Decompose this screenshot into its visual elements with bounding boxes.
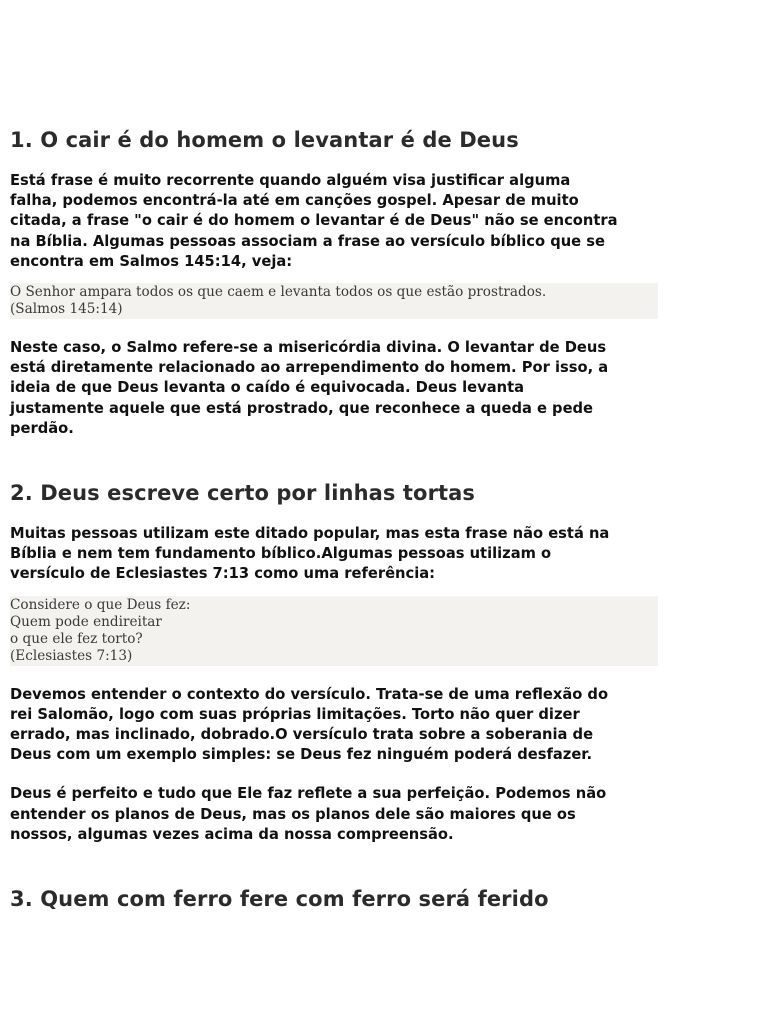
quote-line: o que ele fez torto?	[10, 630, 143, 647]
section-2-closing-paragraph	[10, 784, 658, 845]
text-line: errado, mas inclinado, dobrado.O versículo trata sobre a soberania de	[10, 726, 594, 744]
section-1-intro-paragraph	[10, 171, 658, 272]
section-heading-1: 1. O cair é do homem o levantar é de Deus	[10, 128, 519, 152]
text-line: rei Salomão, logo com suas próprias limitações. Torto não quer dizer	[10, 705, 580, 723]
text-line: perdão.	[10, 419, 74, 437]
quote-line: O Senhor ampara todos os que caem e levanta todos os que estão prostrados.	[10, 284, 547, 301]
document-page	[10, 122, 658, 914]
section-1-explanation-paragraph	[10, 338, 658, 439]
text-line: ideia de que Deus levanta o caído é equivocada. Deus levanta	[10, 379, 524, 397]
bible-quote-salmos	[10, 283, 658, 319]
section-2-intro-paragraph	[10, 524, 658, 585]
text-line: Está frase é muito recorrente quando alguém visa justificar alguma	[10, 172, 571, 189]
text-line: Deus com um exemplo simples: se Deus fez ninguém poderá desfazer.	[10, 746, 593, 764]
text-line: versículo de Eclesiastes 7:13 como uma referência:	[10, 565, 436, 583]
quote-line: Considere o que Deus fez:	[10, 596, 191, 613]
text-line: entender os planos de Deus, mas os planos dele são maiores que os	[10, 805, 576, 823]
text-line: Bíblia e nem tem fundamento bíblico.Algumas pessoas utilizam o	[10, 545, 552, 563]
text-line: Deus é perfeito e tudo que Ele faz reflete a sua perfeição. Podemos não	[10, 785, 607, 803]
text-line: Muitas pessoas utilizam este ditado popular, mas esta frase não está na	[10, 525, 610, 543]
quote-line: Quem pode endireitar	[10, 613, 162, 630]
text-line: encontra em Salmos 145:14, veja:	[10, 252, 293, 270]
text-line: nossos, algumas vezes acima da nossa compreensão.	[10, 825, 454, 843]
quote-reference: (Eclesiastes 7:13)	[10, 647, 133, 664]
text-line: citada, a frase "o cair é do homem o levantar é de Deus" não se encontra	[10, 212, 618, 230]
section-heading-3: 3. Quem com ferro fere com ferro será ferido	[10, 887, 549, 912]
quote-reference: (Salmos 145:14)	[10, 301, 123, 318]
text-line: falha, podemos encontrá-la até em canções gospel. Apesar de muito	[10, 192, 579, 210]
text-line: justamente aquele que está prostrado, que reconhece a queda e pede	[10, 399, 594, 417]
text-line: na Bíblia. Algumas pessoas associam a frase ao versículo bíblico que se	[10, 232, 605, 250]
bible-quote-eclesiastes	[10, 596, 658, 666]
text-line: está diretamente relacionado ao arrependimento do homem. Por isso, a	[10, 359, 609, 377]
text-line: Devemos entender o contexto do versículo. Trata-se de uma reflexão do	[10, 685, 609, 703]
section-2-explanation-paragraph	[10, 685, 658, 766]
section-heading-2: 2. Deus escreve certo por linhas tortas	[10, 481, 476, 506]
text-line: Neste caso, o Salmo refere-se a misericórdia divina. O levantar de Deus	[10, 339, 607, 357]
